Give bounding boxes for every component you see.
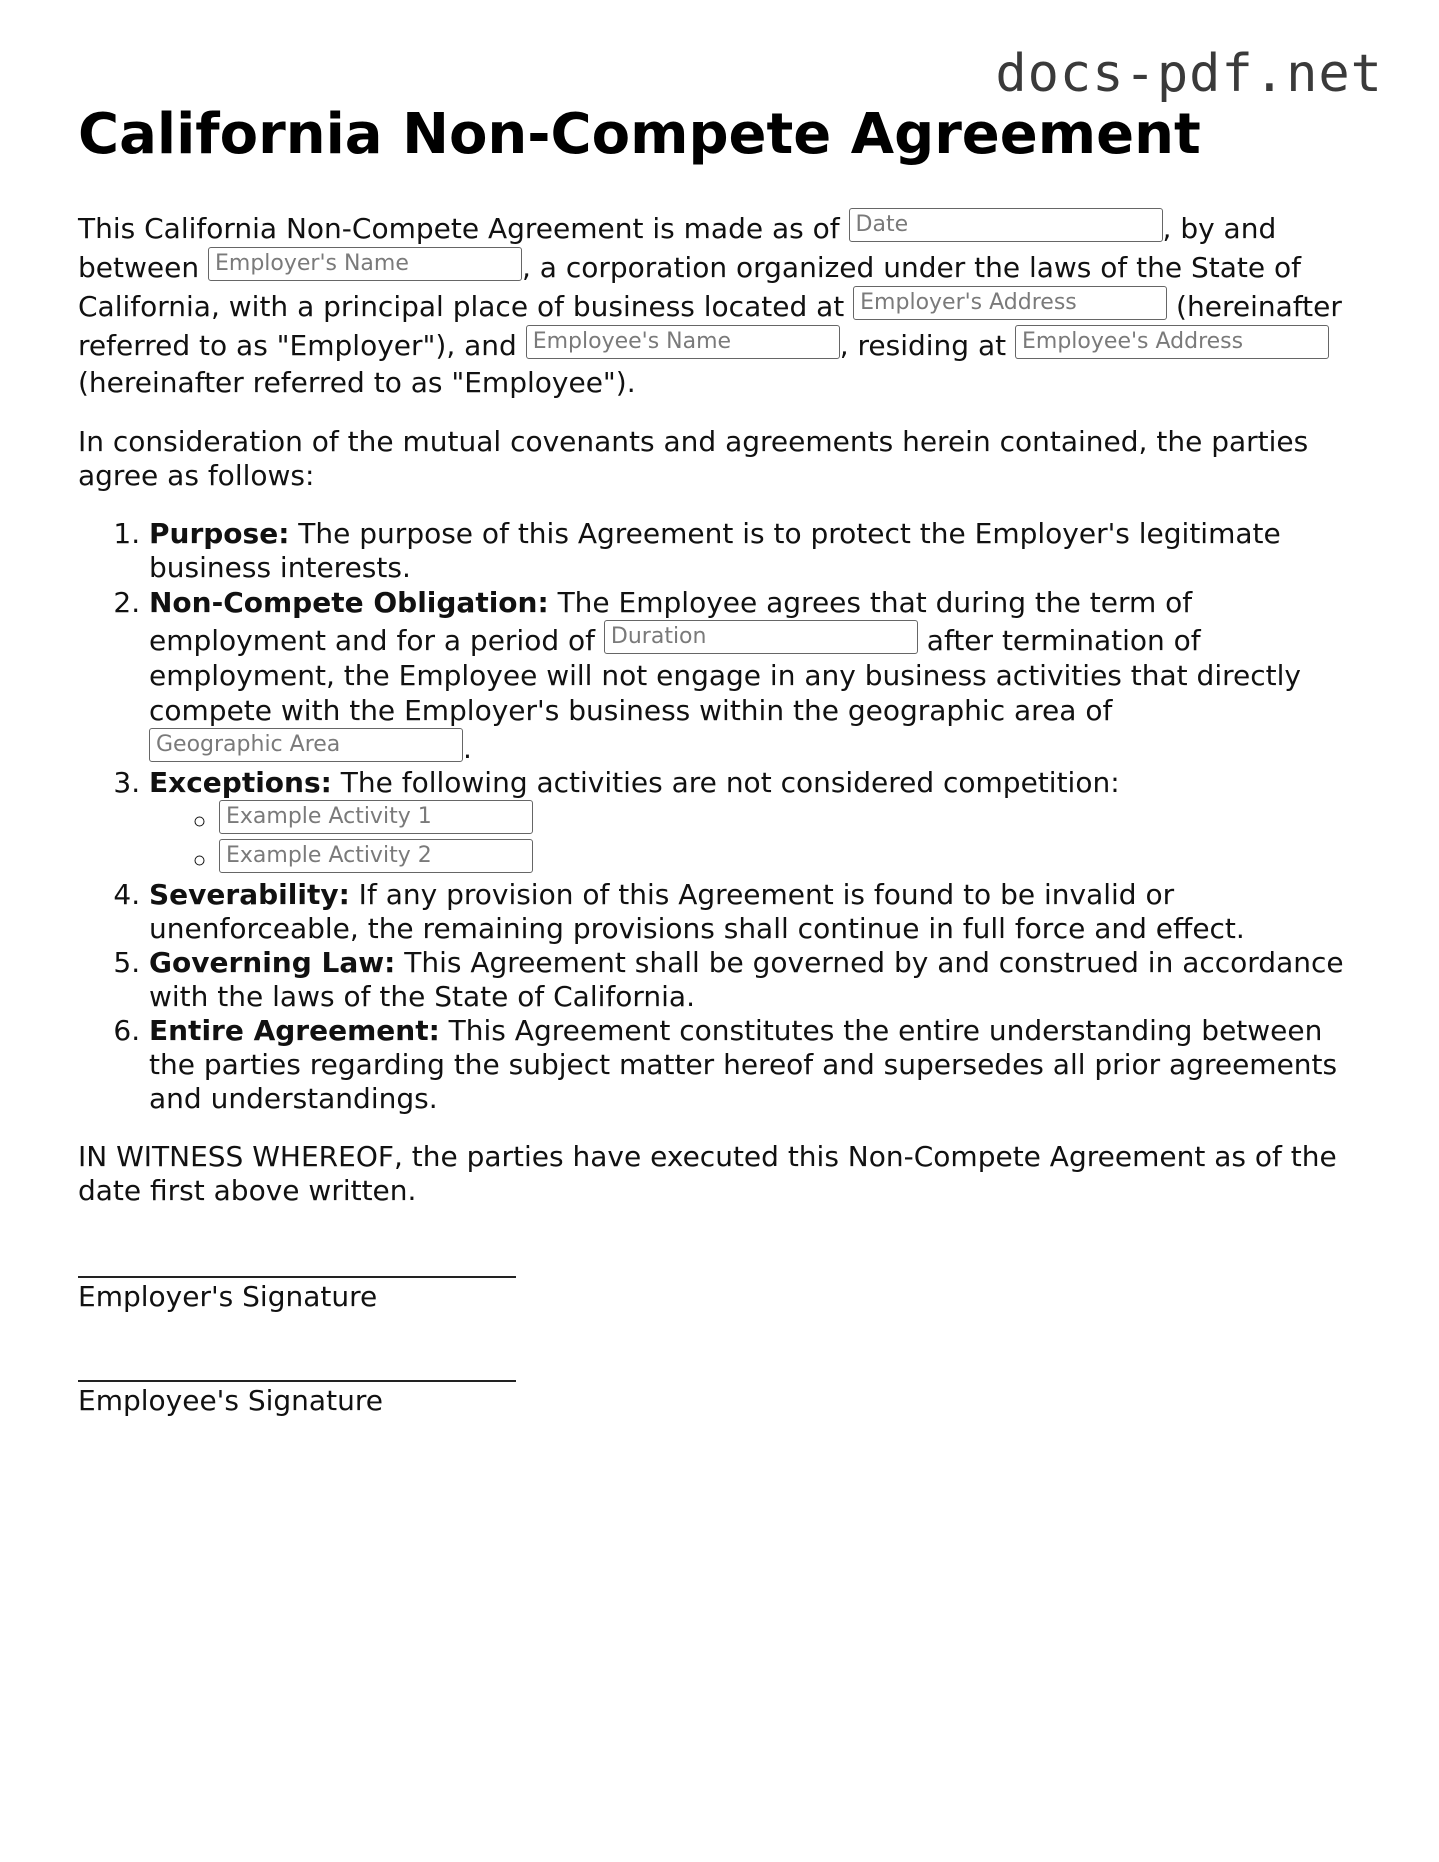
example-activity-2-field[interactable]: Example Activity 2 [219,839,533,873]
intro-text-3: , a corporation organized under the laws of the State of California, with a principal place of business located at [78,251,1302,323]
term-governing-law-heading: Governing Law: [149,946,396,979]
term-governing-law [149,946,1368,1014]
exceptions-list [149,800,1368,878]
term-severability [149,878,1368,946]
intro-paragraph [78,208,1368,401]
intro-text-2: , by and between [78,212,1277,284]
term-noncompete-text-2: after termination of employment, the Employee will not engage in any business activities that directly compete with the Employer's business within the geographic area of [149,624,1301,727]
employer-signature-label: Employer's Signature [78,1280,378,1313]
employer-signature-block [78,1256,1368,1314]
intro-text-5: , residing at [839,329,1016,362]
employee-signature-block [78,1360,1368,1418]
term-noncompete-text-1: The Employee agrees that during the term of employment and for a period of [149,586,1193,657]
term-governing-law-text: This Agreement shall be governed by and construed in accordance with the laws of the State of California. [149,946,1344,1013]
term-noncompete [149,585,1368,766]
term-noncompete-heading: Non-Compete Obligation: [149,586,549,619]
term-exceptions-heading: Exceptions: [149,766,332,799]
witness-paragraph: IN WITNESS WHEREOF, the parties have executed this Non-Compete Agreement as of the date first above written. [78,1140,1337,1207]
terms-list [78,517,1368,1116]
exception-item [219,800,1368,839]
employee-name-field[interactable]: Employee's Name [526,325,840,359]
document-page [78,96,1368,1464]
employee-signature-label: Employee's Signature [78,1384,383,1417]
term-exceptions [149,766,1368,878]
term-purpose [149,517,1368,585]
term-entire-agreement-heading: Entire Agreement: [149,1014,440,1047]
employer-signature-line[interactable] [78,1256,516,1278]
exception-item [219,839,1368,878]
page-title: California Non-Compete Agreement [78,102,1201,167]
consideration-paragraph: In consideration of the mutual covenants and agreements herein contained, the parties agree as follows: [78,425,1309,492]
term-entire-agreement-text: This Agreement constitutes the entire understanding between the parties regarding the subject matter hereof and supersedes all prior agreements and understandings. [149,1014,1338,1115]
date-field[interactable]: Date [849,208,1163,242]
term-severability-text: If any provision of this Agreement is found to be invalid or unenforceable, the remaining provisions shall continue in full force and effect. [149,878,1245,945]
intro-text-1: This California Non-Compete Agreement is made as of [78,212,849,245]
term-purpose-text: The purpose of this Agreement is to protect the Employer's legitimate business interests. [149,517,1281,584]
example-activity-1-field[interactable]: Example Activity 1 [219,800,533,834]
term-purpose-heading: Purpose: [149,517,290,550]
geographic-area-field[interactable]: Geographic Area [149,728,463,762]
intro-text-4: (hereinafter referred to as "Employer"), and [78,290,1342,362]
term-entire-agreement [149,1014,1368,1116]
watermark: docs-pdf.net [995,44,1383,104]
duration-field[interactable]: Duration [604,620,918,654]
employer-address-field[interactable]: Employer's Address [853,286,1167,320]
term-exceptions-text: The following activities are not considered competition: [331,766,1120,799]
employee-address-field[interactable]: Employee's Address [1015,325,1329,359]
term-severability-heading: Severability: [149,878,350,911]
intro-text-6: (hereinafter referred to as "Employee"). [78,366,636,399]
term-noncompete-text-3: . [463,732,472,765]
employee-signature-line[interactable] [78,1360,516,1382]
employer-name-field[interactable]: Employer's Name [208,247,522,281]
